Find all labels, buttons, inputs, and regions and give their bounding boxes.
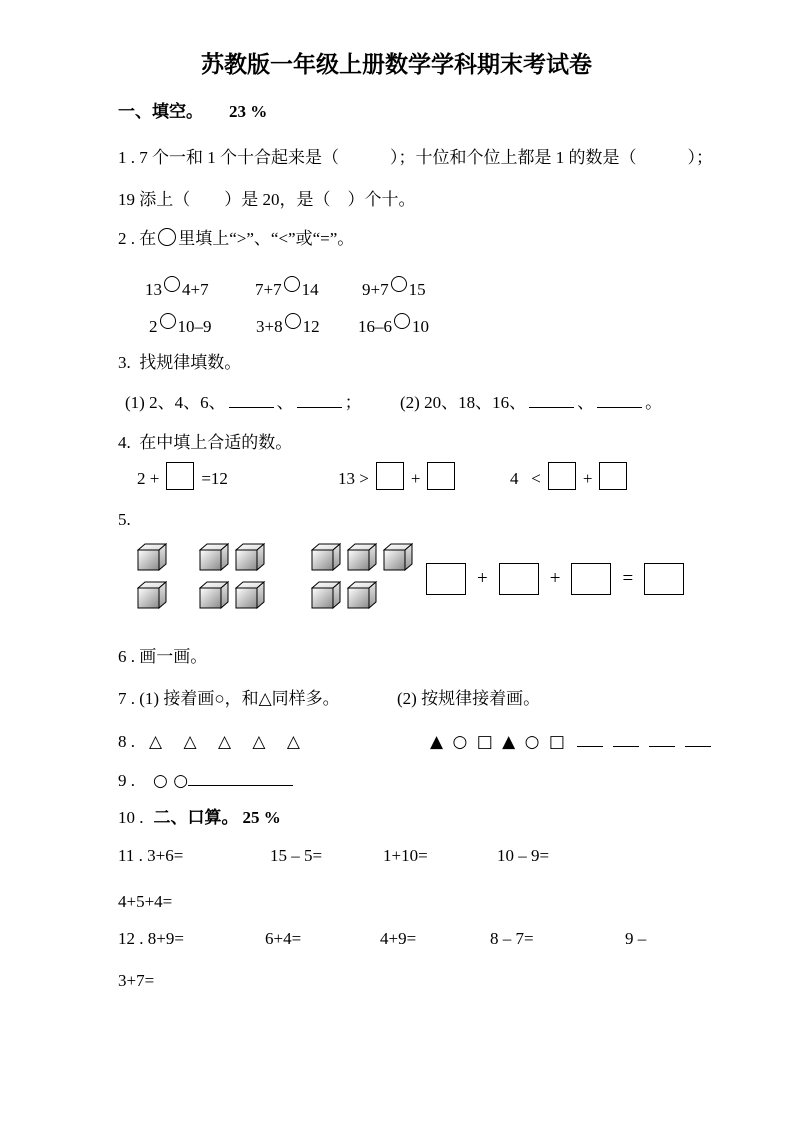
q2-left: 3+8 — [256, 317, 283, 336]
answer-box — [571, 563, 611, 595]
answer-box — [499, 563, 539, 595]
circle-blank-icon — [394, 313, 410, 329]
q3-heading: 3. 找规律填数。 — [118, 353, 242, 372]
circle-row: ○ ○ — [153, 771, 189, 791]
q3-item1 — [125, 392, 362, 413]
q2-prompt-pre: 2 . 在 — [118, 229, 157, 248]
q2-cell — [255, 276, 319, 300]
q5-number: 5. — [118, 510, 131, 529]
blank-line — [685, 733, 711, 747]
q2-cell — [256, 313, 320, 337]
answer-box — [166, 462, 194, 490]
blank-line — [649, 733, 675, 747]
q3-item1-pre: (1) 2、4、6、 — [125, 393, 226, 412]
q2-prompt-post: 里填上“>”、“<”或“=”。 — [178, 229, 355, 248]
q4-item2 — [338, 462, 462, 490]
q12-item: 6+4= — [265, 929, 302, 948]
q2-cell — [358, 313, 429, 337]
q1-line2: 19 添上（ ）是 20，是（ ）个十。 — [118, 190, 416, 209]
q3-item2 — [400, 392, 662, 413]
q9-row — [118, 770, 293, 792]
q2-prompt — [118, 228, 354, 249]
blank-line — [577, 733, 603, 747]
cube-row — [199, 581, 265, 609]
q8-left — [118, 731, 308, 753]
q11-continuation: 4+5+4= — [118, 892, 173, 911]
circle-blank-icon — [164, 276, 180, 292]
q2-left: 13 — [145, 280, 162, 299]
q12-item: 12 . 8+9= — [118, 929, 184, 948]
section-fill-label: 一、填空。 — [118, 102, 203, 122]
blank-line — [597, 394, 642, 408]
q2-right: 12 — [302, 317, 320, 336]
cube-icon — [235, 581, 265, 609]
circle-blank-icon — [160, 313, 176, 329]
q2-right: 4+7 — [182, 280, 209, 299]
answer-box — [427, 462, 455, 490]
page-title: 苏教版一年级上册数学学科期末考试卷 — [201, 52, 592, 78]
q11-item: 1+10= — [383, 846, 428, 865]
section-fill-points: 23 % — [229, 102, 268, 121]
cube-icon — [137, 581, 167, 609]
cube-row — [137, 543, 167, 571]
q3-item2-pre: (2) 20、18、16、 — [400, 393, 527, 412]
cube-group — [137, 543, 167, 609]
q4-item3-pre: 4 < — [510, 469, 541, 488]
q4-item1-post: =12 — [201, 469, 228, 488]
cube-icon — [311, 543, 341, 571]
q3-item2-end: 。 — [645, 393, 663, 412]
q7-part2: (2) 按规律接着画。 — [397, 689, 541, 708]
q11-item: 15 – 5= — [270, 846, 323, 865]
cube-row — [137, 581, 167, 609]
q8-right — [430, 731, 711, 753]
plus-sign: + — [549, 568, 561, 589]
section-oral-points: 25 % — [242, 808, 281, 827]
cube-icon — [311, 581, 341, 609]
q10-row — [118, 807, 281, 829]
cube-group — [311, 543, 413, 609]
plus-sign: + — [477, 568, 488, 589]
circle-blank-icon — [158, 228, 176, 246]
q12-continuation: 3+7= — [118, 971, 155, 990]
q11-item: 11 . 3+6= — [118, 846, 184, 865]
blank-line — [613, 733, 639, 747]
blank-line — [297, 394, 342, 408]
answer-box — [376, 462, 404, 490]
answer-box — [426, 563, 466, 595]
cube-icon — [235, 543, 265, 571]
cube-icon — [137, 543, 167, 571]
q8-number: 8 . — [118, 732, 135, 751]
q4-item1 — [137, 462, 228, 490]
q4-item3 — [510, 462, 634, 490]
q2-cell — [145, 276, 209, 300]
q4-item1-pre: 2 + — [137, 469, 160, 488]
q3-sep: 、 — [577, 393, 595, 412]
cube-group — [199, 543, 265, 609]
cube-row — [311, 543, 413, 571]
q5-equation — [426, 563, 684, 595]
q2-cell — [149, 313, 212, 337]
circle-blank-icon — [285, 313, 301, 329]
q9-number: 9 . — [118, 771, 135, 790]
plus-sign: + — [410, 469, 421, 488]
q4-item2-pre: 13 > — [338, 469, 369, 488]
q2-left: 16–6 — [358, 317, 392, 336]
cube-row — [199, 543, 265, 571]
answer-box — [599, 462, 627, 490]
q2-right: 10 — [412, 317, 429, 336]
cube-icon — [383, 543, 413, 571]
blank-line — [188, 772, 293, 786]
q3-item1-end: ； — [344, 393, 362, 412]
q12-item: 4+9= — [380, 929, 417, 948]
circle-blank-icon — [284, 276, 300, 292]
plus-sign: + — [582, 469, 593, 488]
q2-left: 7+7 — [255, 280, 282, 299]
answer-box — [548, 462, 576, 490]
q2-right: 14 — [301, 280, 319, 299]
blank-line — [229, 394, 274, 408]
q1-line1: 1 . 7 个一和 1 个十合起来是（ ）；十位和个位上都是 1 的数是（ ）； — [118, 148, 713, 167]
cube-groups — [137, 543, 413, 609]
answer-box — [644, 563, 684, 595]
q2-left: 2 — [149, 317, 158, 336]
q3-sep: 、 — [276, 393, 294, 412]
q2-left: 9+7 — [362, 280, 389, 299]
equals-sign: = — [622, 568, 634, 589]
cube-icon — [347, 543, 377, 571]
shape-pattern: ▲ ○ □ ▲ ○ □ — [430, 732, 567, 752]
q2-cell — [362, 276, 426, 300]
q11-item: 10 – 9= — [497, 846, 550, 865]
section-oral-label: 二、口算。 — [153, 808, 239, 828]
cube-row — [311, 581, 413, 609]
circle-blank-icon — [391, 276, 407, 292]
section-fill-heading — [118, 101, 267, 123]
q2-right: 15 — [408, 280, 426, 299]
cube-icon — [347, 581, 377, 609]
cube-icon — [199, 543, 229, 571]
q12-item: 8 – 7= — [490, 929, 534, 948]
q10-number: 10 . — [118, 808, 144, 827]
q2-right: 10–9 — [177, 317, 212, 336]
triangle-outline-row: △ △ △ △ △ — [149, 732, 308, 752]
q6-text: 6 . 画一画。 — [118, 647, 208, 666]
q12-item: 9 – — [625, 929, 647, 948]
cube-icon — [199, 581, 229, 609]
q7-part1: 7 . (1) 接着画○，和△同样多。 — [118, 689, 340, 708]
q4-heading: 4. 在中填上合适的数。 — [118, 433, 293, 452]
blank-line — [529, 394, 574, 408]
